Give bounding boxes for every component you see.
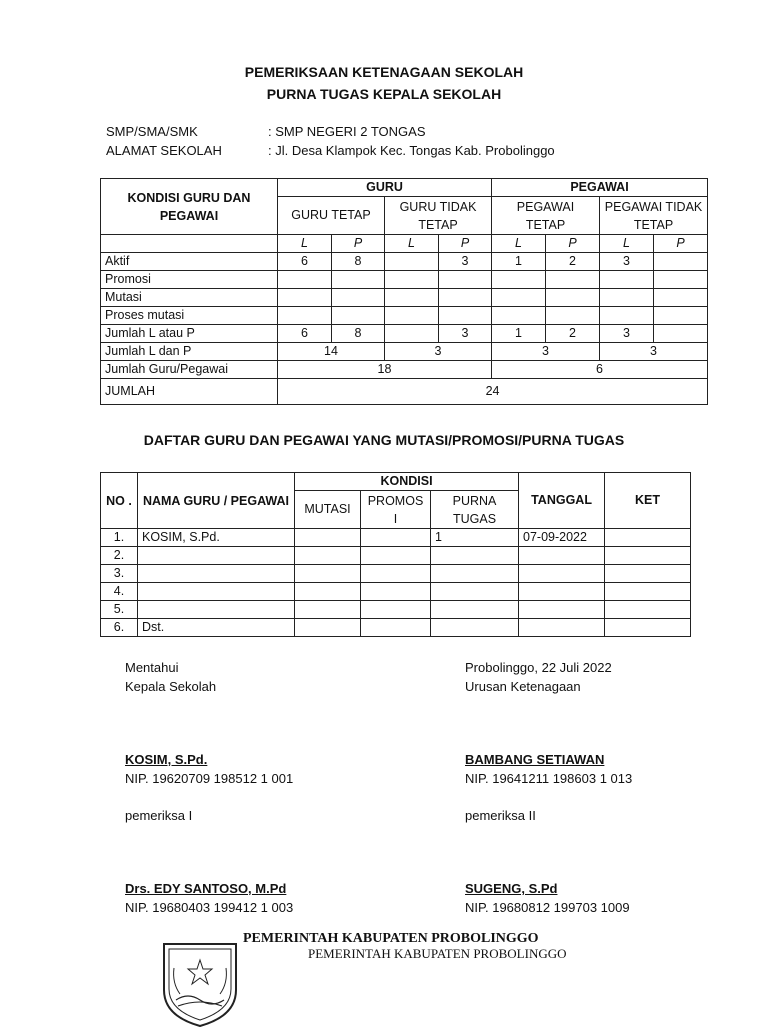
sub-guru-tetap: GURU TETAP [278, 197, 385, 235]
table-row [101, 361, 708, 379]
row-mutasi [295, 529, 361, 547]
lp-blank [101, 235, 278, 253]
cell [492, 271, 546, 289]
cell [439, 289, 492, 307]
pemeriksa-2-name: SUGENG, S.Pd [465, 881, 558, 896]
cell: 18 [278, 361, 492, 379]
lp-p: P [439, 235, 492, 253]
address-label: ALAMAT SEKOLAH [106, 143, 222, 158]
head-no: NO . [101, 473, 138, 529]
row-purna [431, 583, 519, 601]
sub-pegawai-tidak-tetap: PEGAWAI TIDAK TETAP [600, 197, 708, 235]
cell: 14 [278, 343, 385, 361]
row-label: JUMLAH [101, 379, 278, 405]
table-row [101, 619, 691, 637]
row-mutasi [295, 547, 361, 565]
row-purna [431, 619, 519, 637]
row-purna [431, 565, 519, 583]
head-pegawai: PEGAWAI [492, 179, 708, 197]
pemeriksa-1-label: pemeriksa I [125, 808, 193, 823]
head-promosi: PROMOS I [361, 491, 431, 529]
cell [654, 289, 708, 307]
row-nama [138, 583, 295, 601]
cell [654, 253, 708, 271]
pemeriksa-1-name: Drs. EDY SANTOSO, M.Pd [125, 881, 287, 896]
cell: 2 [546, 253, 600, 271]
cell [654, 307, 708, 325]
row-ket [605, 529, 691, 547]
letterhead-line2: PEMERINTAH KABUPATEN PROBOLINGGO [308, 946, 567, 961]
cell [492, 289, 546, 307]
cell [385, 289, 439, 307]
row-label: Promosi [101, 271, 278, 289]
row-promosi [361, 583, 431, 601]
row-label: Aktif [101, 253, 278, 271]
table-row [101, 379, 708, 405]
cell [332, 289, 385, 307]
row-no: 3. [101, 565, 138, 583]
cell: 3 [600, 253, 654, 271]
doc-title: PEMERIKSAAN KETENAGAAN SEKOLAH [244, 64, 524, 80]
row-tanggal [519, 547, 605, 565]
lp-l: L [492, 235, 546, 253]
row-purna [431, 547, 519, 565]
lp-l: L [278, 235, 332, 253]
cell: 6 [278, 253, 332, 271]
row-no: 5. [101, 601, 138, 619]
lp-l: L [385, 235, 439, 253]
row-promosi [361, 529, 431, 547]
staff-condition-table [100, 178, 708, 405]
cell: 1 [492, 325, 546, 343]
row-tanggal [519, 601, 605, 619]
head-mutasi: MUTASI [295, 491, 361, 529]
pemeriksa-2-label: pemeriksa II [465, 808, 536, 823]
cell [654, 325, 708, 343]
table-row [101, 583, 691, 601]
sig-left-name: KOSIM, S.Pd. [125, 752, 208, 767]
regency-seal-icon [160, 938, 240, 1028]
sub-guru-tidak-tetap: GURU TIDAK TETAP [385, 197, 492, 235]
lp-p: P [332, 235, 385, 253]
row-mutasi [295, 565, 361, 583]
row-mutasi [295, 619, 361, 637]
row-ket [605, 619, 691, 637]
cell [600, 307, 654, 325]
row-promosi [361, 601, 431, 619]
sig-right-line1: Probolinggo, 22 Juli 2022 [465, 660, 612, 675]
cell [385, 271, 439, 289]
cell: 3 [385, 343, 492, 361]
cell [332, 307, 385, 325]
row-no: 2. [101, 547, 138, 565]
cell [385, 307, 439, 325]
row-ket [605, 601, 691, 619]
cell [278, 307, 332, 325]
row-nama: Dst. [138, 619, 295, 637]
row-purna [431, 601, 519, 619]
row-tanggal [519, 619, 605, 637]
head-tanggal: TANGGAL [519, 473, 605, 529]
doc-subtitle: PURNA TUGAS KEPALA SEKOLAH [266, 86, 502, 102]
table-row [101, 289, 708, 307]
row-no: 6. [101, 619, 138, 637]
cell: 8 [332, 253, 385, 271]
head-purna: PURNA TUGAS [431, 491, 519, 529]
table-row [101, 271, 708, 289]
row-no: 1. [101, 529, 138, 547]
head-ket: KET [605, 473, 691, 529]
table-row [101, 253, 708, 271]
cell [439, 271, 492, 289]
row-nama [138, 547, 295, 565]
row-label: Jumlah L atau P [101, 325, 278, 343]
cell: 6 [278, 325, 332, 343]
head-kondisi: KONDISI [295, 473, 519, 491]
cell: 24 [278, 379, 708, 405]
cell [278, 271, 332, 289]
cell: 3 [600, 325, 654, 343]
cell: 6 [492, 361, 708, 379]
cell [546, 289, 600, 307]
cell [439, 307, 492, 325]
sig-left-line1: Mentahui [125, 660, 179, 675]
cell: 2 [546, 325, 600, 343]
cell: 1 [492, 253, 546, 271]
row-tanggal [519, 565, 605, 583]
table-row [101, 307, 708, 325]
row-promosi [361, 547, 431, 565]
cell [385, 325, 439, 343]
cell [385, 253, 439, 271]
lp-l: L [600, 235, 654, 253]
row-nama [138, 601, 295, 619]
cell [600, 289, 654, 307]
letterhead-line1: PEMERINTAH KABUPATEN PROBOLINGGO [243, 931, 539, 946]
table-row [101, 565, 691, 583]
head-nama: NAMA GURU / PEGAWAI [138, 473, 295, 529]
pemeriksa-1-nip: NIP. 19680403 199412 1 003 [125, 900, 294, 915]
row-ket [605, 583, 691, 601]
sig-right-line2: Urusan Ketenagaan [465, 679, 581, 694]
row-purna: 1 [431, 529, 519, 547]
table-row [101, 601, 691, 619]
pemeriksa-2-nip: NIP. 19680812 199703 1009 [465, 900, 630, 915]
cell: 3 [439, 325, 492, 343]
row-label: Jumlah Guru/Pegawai [101, 361, 278, 379]
sig-right-nip: NIP. 19641211 198603 1 013 [465, 771, 633, 786]
level-label: SMP/SMA/SMK [106, 124, 198, 139]
head-kondisi: KONDISI GURU DAN PEGAWAI [101, 179, 278, 235]
row-label: Mutasi [101, 289, 278, 307]
row-promosi [361, 619, 431, 637]
row-ket [605, 565, 691, 583]
cell: 3 [600, 343, 708, 361]
row-no: 4. [101, 583, 138, 601]
cell: 3 [439, 253, 492, 271]
table-row [101, 343, 708, 361]
cell [332, 271, 385, 289]
row-label: Jumlah L dan P [101, 343, 278, 361]
lp-p: P [654, 235, 708, 253]
cell: 3 [492, 343, 600, 361]
row-nama [138, 565, 295, 583]
row-promosi [361, 565, 431, 583]
address-value: : Jl. Desa Klampok Kec. Tongas Kab. Probolinggo [268, 143, 555, 158]
sig-left-nip: NIP. 19620709 198512 1 001 [125, 771, 294, 786]
table-row [101, 325, 708, 343]
row-ket [605, 547, 691, 565]
table-row [101, 547, 691, 565]
cell [546, 307, 600, 325]
cell: 8 [332, 325, 385, 343]
cell [546, 271, 600, 289]
sub-pegawai-tetap: PEGAWAI TETAP [492, 197, 600, 235]
table-row [101, 529, 691, 547]
cell [654, 271, 708, 289]
cell [600, 271, 654, 289]
mutation-list-table [100, 472, 691, 637]
head-guru: GURU [278, 179, 492, 197]
row-tanggal [519, 583, 605, 601]
row-tanggal: 07-09-2022 [519, 529, 605, 547]
row-mutasi [295, 601, 361, 619]
cell [278, 289, 332, 307]
row-nama: KOSIM, S.Pd. [138, 529, 295, 547]
row-label: Proses mutasi [101, 307, 278, 325]
sig-left-line2: Kepala Sekolah [125, 679, 217, 694]
cell [492, 307, 546, 325]
section-title: DAFTAR GURU DAN PEGAWAI YANG MUTASI/PROMOSI/PURNA TUGAS [143, 432, 625, 448]
row-mutasi [295, 583, 361, 601]
lp-p: P [546, 235, 600, 253]
level-value: : SMP NEGERI 2 TONGAS [268, 124, 426, 139]
sig-right-name: BAMBANG SETIAWAN [465, 752, 605, 767]
